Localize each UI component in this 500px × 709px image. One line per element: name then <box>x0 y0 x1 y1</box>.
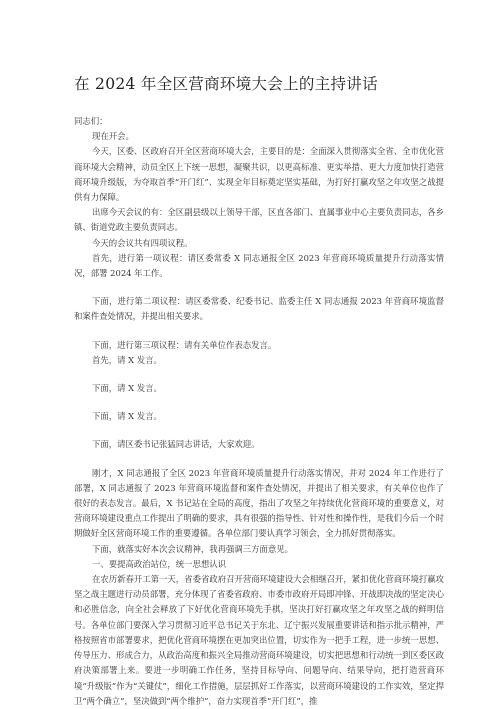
paragraph: 同志们： <box>74 116 108 126</box>
paragraph: 首先，请 X 发言。 <box>92 354 162 365</box>
paragraph: 出席今天会议的有：全区副县级以上领导干部，区直各部门、直属事业中心主要负责同志，各乡镇、街道党政主要负责同志。 <box>74 207 444 233</box>
paragraph-gap <box>74 453 444 466</box>
paragraph: 下面，就落实好本次会议精神，我再强调三方面意见。 <box>92 543 293 554</box>
paragraph-gap <box>74 424 444 437</box>
paragraph: 今天的会议共有四项议程。 <box>92 237 193 248</box>
paragraph-gap <box>74 368 444 381</box>
paragraph: 下面，进行第二项议程：请区委常委、纪委书记、监委主任 X 同志通报 2023 年营商环境监督和案件查处情况，并提出相关要求。 <box>74 296 444 322</box>
document-title: 在 2024 年全区营商环境大会上的主持讲话 <box>74 75 378 93</box>
paragraph: 下面，进行第三项议程：请有关单位作表态发言。 <box>92 339 277 350</box>
paragraph: 今天，区委、区政府召开全区营商环境大会，主要目的是：全面深入贯彻落实全省、全市优化营商环境大会精神，动员全区上下统一思想，凝聚共识，以更高标准、更实举措、更大力度加快打造营商环境升级版，为夺取首季“开门红”、实现全年目标奠定坚实基础，为打好打赢攻坚之年攻坚之战提供有力保障。 <box>74 146 444 203</box>
paragraph-gap <box>74 396 444 409</box>
paragraph: 刚才，X 同志通报了全区 2023 年营商环境质量提升行动落实情况，并对 2024 年工作进行了部署，X 同志通报了 2023 年营商环境监督和案件查处情况，并提出了相关要求，有关单位也作了很好的表态发言。最后，X 书记站在全局的高度，指出了攻坚之年持续优化营商环境的重要意义，对营商环境建设重点工作提出了明确的要求，具有很强的指导性、针对性和操作性，是我们今后一个时期做好全区营商环境工作的重要遵循。各单位部门要认真学习领会，全力抓好贯彻落实。 <box>74 467 444 539</box>
paragraph: 下面，请 X 发言。 <box>92 383 162 394</box>
paragraph: 一、要提高政治站位，统一思想认识 <box>92 558 226 569</box>
paragraph: 下面，请 X 发言。 <box>92 411 162 422</box>
paragraph-gap <box>74 325 444 338</box>
paragraph: 下面，请区委书记张猛同志讲话，大家欢迎。 <box>92 439 260 450</box>
paragraph: 首先，进行第一项议程：请区委常委 X 同志通报全区 2023 年营商环境质量提升行动落实情况，部署 2024 年工作。 <box>74 252 444 279</box>
paragraph-gap <box>74 281 444 294</box>
paragraph: 现在开会。 <box>92 131 134 142</box>
paragraph: 在农历新春开工第一天，省委省政府召开营商环境建设大会相继召开，紧扣优化营商环境打赢攻坚之战主题进行动员部署，充分体现了省委省政府、市委市政府开局即冲锋、开战即决战的坚定决心和必胜信念，向全社会释放了下好优化营商环境先手棋，坚决打好打赢攻坚之年攻坚之战的鲜明信号。各单位部门要深入学习贯彻习近平总书记关于东北、辽宁振兴发展重要讲话和指示批示精神，严格按照省市部署要求，把优化营商环境摆在更加突出位置，切实作为一把手工程，进一步统一思想、传导压力、形成合力，从政治高度和振兴全局推动营商环境建设，切实把思想和行动统一到区委区政府决策部署上来。要进一步明确工作任务，坚持目标导向、问题导向、结果导向，把打造营商环境“升级版”作为“关键仗”，细化工作措施，层层抓好工作落实，以营商环境建设的工作实效，坚定捍卫“两个确立”，坚决做到“两个维护”，奋力实现首季“开门红”，推 <box>74 574 444 706</box>
document-body <box>74 114 444 709</box>
